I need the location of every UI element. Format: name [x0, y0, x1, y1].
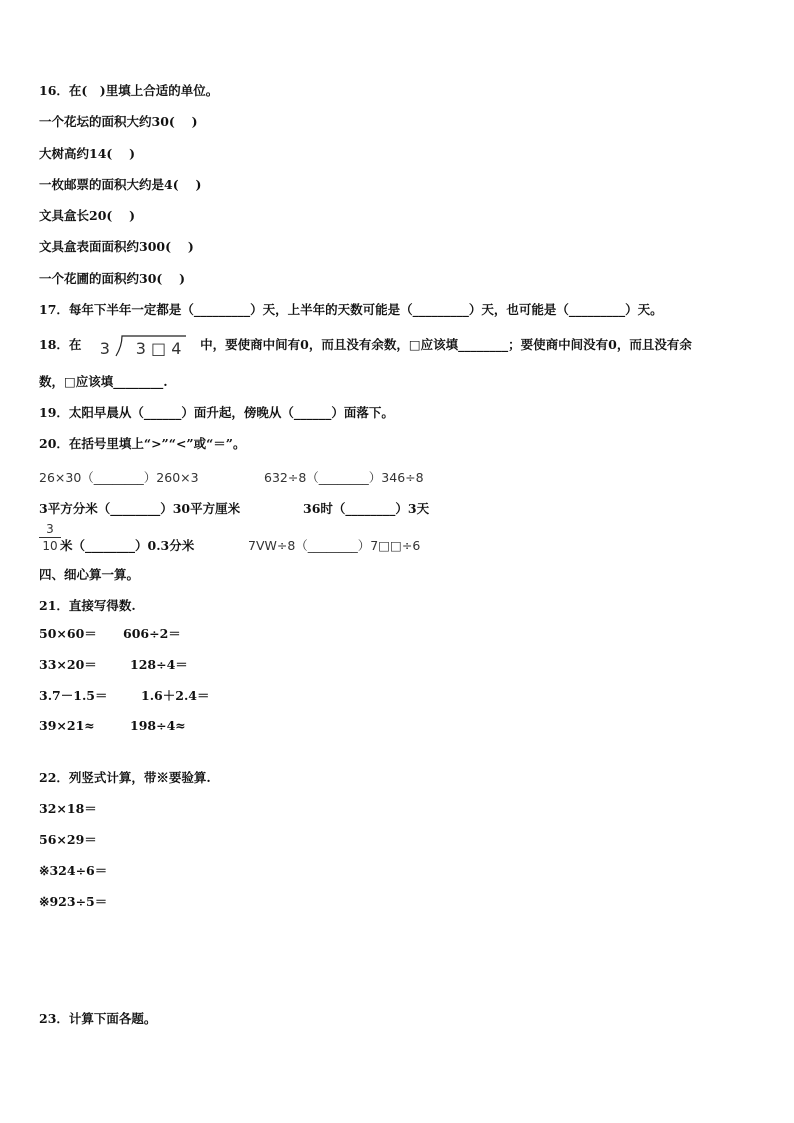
fraction-bar	[39, 537, 61, 538]
q18-text-1: 中，要使商中间有0，而且没有余数，□应该填________；要使商中间没有0，而且没有余	[200, 337, 692, 352]
q21-r3-c2: 1.6＋2.4＝	[141, 688, 210, 703]
q22-item-4: ※923÷5＝	[39, 894, 108, 909]
q16-item-2: 大树高约14( )	[39, 146, 136, 161]
q16-item-1: 一个花坛的面积大约30( )	[39, 114, 198, 129]
divisor: 3	[99, 338, 110, 358]
q20-title: 20．在括号里填上“>”“<”或“＝”。	[39, 436, 246, 451]
q20-r3-c1: 米（________）0.3分米	[60, 538, 195, 553]
q22-item-2: 56×29＝	[39, 832, 97, 847]
q21-r4-c1: 39×21≈	[39, 718, 95, 733]
fraction-3-10	[39, 522, 61, 553]
dividend: 3 □ 4	[135, 338, 182, 358]
fraction-denominator: 10	[42, 539, 58, 553]
q21-r4-c2: 198÷4≈	[130, 718, 186, 733]
fraction-numerator: 3	[46, 522, 54, 536]
q19-text: 19．太阳早晨从（______）面升起，傍晚从（______）面落下。	[39, 405, 394, 420]
q22-item-1: 32×18＝	[39, 801, 97, 816]
q16-title: 16．在( )里填上合适的单位。	[39, 83, 219, 98]
q21-r1-c2: 606÷2＝	[123, 626, 181, 641]
q18-line-1	[39, 333, 692, 358]
q17-text: 17．每年下半年一定都是（_________）天，上半年的天数可能是（_________）天，也可能是（_________）天。	[39, 302, 663, 317]
q21-r2-c2: 128÷4＝	[130, 657, 188, 672]
q20-r2-c2: 36时（________）3天	[303, 501, 430, 516]
q21-r3-c1: 3.7－1.5＝	[39, 688, 108, 703]
q16-item-4: 文具盒长20( )	[39, 208, 136, 223]
q21-r2-c1: 33×20＝	[39, 657, 97, 672]
q16-item-5: 文具盒表面面积约300( )	[39, 239, 194, 254]
q18-line-2: 数，□应该填________.	[39, 374, 168, 389]
q22-item-3: ※324÷6＝	[39, 863, 108, 878]
q20-r2-c1: 3平方分米（________）30平方厘米	[39, 501, 241, 516]
q20-r1-c2: 632÷8（________）346÷8	[264, 470, 424, 485]
long-division-figure	[86, 334, 196, 358]
q20-r1-c1: 26×30（________）260×3	[39, 470, 199, 485]
q21-r1-c1: 50×60＝	[39, 626, 97, 641]
q23-text: 23．计算下面各题。	[39, 1011, 157, 1026]
q16-item-6: 一个花圃的面积约30( )	[39, 271, 186, 286]
q16-item-3: 一枚邮票的面积大约是4( )	[39, 177, 202, 192]
q21-title: 21．直接写得数.	[39, 598, 136, 613]
q18-prefix: 18．在	[39, 337, 82, 352]
q20-r3-c2: 7VW÷8（________）7□□÷6	[248, 538, 421, 553]
section-4-heading: 四、细心算一算。	[39, 567, 140, 582]
q22-title: 22．列竖式计算，带※要验算.	[39, 770, 211, 785]
